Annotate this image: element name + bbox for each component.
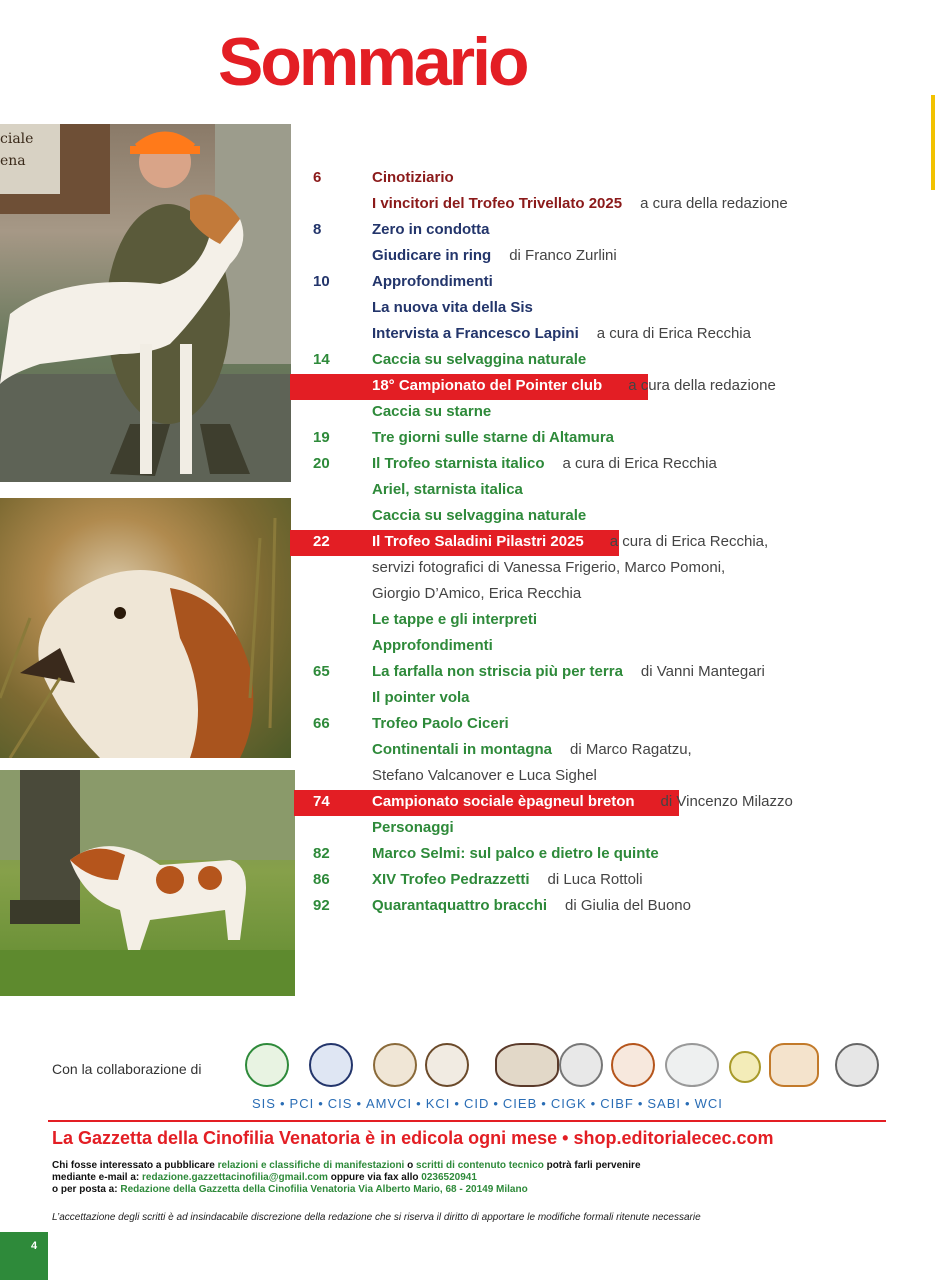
collab-label: Con la collaborazione di bbox=[52, 1061, 202, 1077]
toc-title[interactable]: Caccia su selvaggina naturale bbox=[372, 351, 587, 368]
sign-line-2: ena bbox=[0, 153, 26, 169]
toc-row bbox=[0, 374, 935, 400]
toc-title[interactable]: Cinotiziario bbox=[372, 169, 454, 186]
toc-row bbox=[0, 868, 935, 894]
toc-title[interactable]: Il Trofeo Saladini Pilastri 2025 a cura di Erica Recchia, bbox=[372, 533, 769, 550]
toc-title[interactable]: XIV Trofeo Pedrazzetti di Luca Rottoli bbox=[372, 871, 643, 888]
toc-row bbox=[0, 608, 935, 634]
toc-author-continued: servizi fotografici di Vanessa Frigerio, Marco Pomoni, bbox=[372, 559, 726, 576]
abbr-separator: • bbox=[493, 1096, 499, 1111]
toc-row bbox=[0, 634, 935, 660]
toc-author: a cura di Erica Recchia bbox=[562, 455, 717, 472]
abbr-sabi: SABI bbox=[647, 1096, 681, 1111]
toc-row bbox=[0, 244, 935, 270]
toc-title[interactable]: La farfalla non striscia più per terra di Vanni Mantegari bbox=[372, 663, 765, 680]
abbr-separator: • bbox=[541, 1096, 547, 1111]
toc-title[interactable]: Continentali in montagna di Marco Ragatzu, bbox=[372, 741, 692, 758]
toc-title[interactable]: Personaggi bbox=[372, 819, 454, 836]
toc-row bbox=[0, 764, 935, 790]
editorial-note: L’accettazione degli scritti è ad insindacabile discrezione della redazione che si riserva il diritto di apportare le modifiche formali ritenute necessarie bbox=[52, 1212, 701, 1223]
submission-info: Chi fosse interessato a pubblicare relazioni e classifiche di manifestazioni o scritti di contenuto tecnico potrà farli pervenire mediante e-mail a: redazione.gazzettacinofilia@gmail.com oppure via fax allo 0236520941 o per posta a: Redazione della Gazzetta della Cinofilia Venatoria Via Alberto Mario, 68 - 20149 Milano bbox=[52, 1160, 641, 1195]
toc-author: di Luca Rottoli bbox=[547, 871, 643, 888]
toc-row bbox=[0, 686, 935, 712]
toc-row bbox=[0, 192, 935, 218]
pci-logo-icon bbox=[309, 1043, 353, 1087]
toc-row bbox=[0, 556, 935, 582]
toc-page-number: 86 bbox=[313, 871, 330, 888]
toc-title[interactable]: Il Trofeo starnista italico a cura di Erica Recchia bbox=[372, 455, 717, 472]
partner-abbreviations bbox=[252, 1096, 892, 1111]
toc-author: di Giulia del Buono bbox=[565, 897, 691, 914]
toc-title[interactable]: Caccia su selvaggina naturale bbox=[372, 507, 587, 524]
toc-row bbox=[0, 504, 935, 530]
toc-row bbox=[0, 296, 935, 322]
toc-title[interactable]: Quarantaquattro bracchi di Giulia del Buono bbox=[372, 897, 691, 914]
cis-logo-icon bbox=[373, 1043, 417, 1087]
toc-author: a cura della redazione bbox=[628, 377, 776, 394]
toc-title[interactable]: I vincitori del Trofeo Trivellato 2025 a cura della redazione bbox=[372, 195, 788, 212]
toc-title[interactable]: Giudicare in ring di Franco Zurlini bbox=[372, 247, 617, 264]
abbr-separator: • bbox=[279, 1096, 286, 1111]
toc-page-number: 8 bbox=[313, 221, 322, 238]
abbr-kci: KCI bbox=[425, 1096, 451, 1111]
toc-author: a cura di Erica Recchia bbox=[596, 325, 751, 342]
sign-line-1: ciale bbox=[0, 131, 34, 147]
toc-page-number: 20 bbox=[313, 455, 330, 472]
toc-row bbox=[0, 478, 935, 504]
toc-row bbox=[0, 842, 935, 868]
kci-logo-icon bbox=[495, 1043, 559, 1087]
toc-page-number: 66 bbox=[313, 715, 330, 732]
toc-title[interactable]: Trofeo Paolo Ciceri bbox=[372, 715, 509, 732]
toc-row bbox=[0, 322, 935, 348]
toc-title[interactable]: Le tappe e gli interpreti bbox=[372, 611, 538, 628]
page-number-box bbox=[0, 1232, 48, 1280]
abbr-separator: • bbox=[356, 1096, 362, 1111]
toc-page-number: 6 bbox=[313, 169, 322, 186]
abbr-cieb: CIEB bbox=[502, 1096, 538, 1111]
abbr-separator: • bbox=[454, 1096, 460, 1111]
toc-title[interactable]: Approfondimenti bbox=[372, 637, 493, 654]
toc-page-number: 14 bbox=[313, 351, 330, 368]
abbr-separator: • bbox=[590, 1096, 597, 1111]
page-title: Sommario bbox=[218, 24, 527, 100]
toc-row bbox=[0, 270, 935, 296]
toc-author: di Vincenzo Milazzo bbox=[660, 793, 793, 810]
toc-title[interactable]: Caccia su starne bbox=[372, 403, 492, 420]
toc-author: a cura della redazione bbox=[640, 195, 788, 212]
sis-logo-icon bbox=[245, 1043, 289, 1087]
toc-row bbox=[0, 530, 935, 556]
toc-row bbox=[0, 166, 935, 192]
cieb-logo-icon bbox=[611, 1043, 655, 1087]
toc-author-continued: Stefano Valcanover e Luca Sighel bbox=[372, 767, 597, 784]
abbr-cis: CIS bbox=[327, 1096, 353, 1111]
abbr-wci: WCI bbox=[694, 1096, 723, 1111]
abbr-separator: • bbox=[637, 1096, 644, 1111]
toc-row bbox=[0, 712, 935, 738]
abbr-sis: SIS bbox=[252, 1096, 276, 1111]
toc-title[interactable]: La nuova vita della Sis bbox=[372, 299, 533, 316]
toc-title[interactable]: Il pointer vola bbox=[372, 689, 470, 706]
toc-title[interactable]: Intervista a Francesco Lapini a cura di Erica Recchia bbox=[372, 325, 751, 342]
toc-row bbox=[0, 218, 935, 244]
toc-author: di Vanni Mantegari bbox=[640, 663, 765, 680]
toc-row bbox=[0, 816, 935, 842]
toc-row bbox=[0, 452, 935, 478]
toc-title[interactable]: Approfondimenti bbox=[372, 273, 493, 290]
toc-row bbox=[0, 790, 935, 816]
toc-row bbox=[0, 738, 935, 764]
abbr-pci: PCI bbox=[289, 1096, 315, 1111]
partner-logos bbox=[245, 1043, 885, 1091]
abbr-cibf: CIBF bbox=[600, 1096, 634, 1111]
page-number: 4 bbox=[31, 1240, 38, 1252]
toc-row bbox=[0, 400, 935, 426]
toc-row bbox=[0, 426, 935, 452]
toc-title[interactable]: Tre giorni sulle starne di Altamura bbox=[372, 429, 615, 446]
toc-title[interactable]: Ariel, starnista italica bbox=[372, 481, 523, 498]
abbr-cigk: CIGK bbox=[550, 1096, 587, 1111]
toc-title[interactable]: 18° Campionato del Pointer club a cura della redazione bbox=[372, 377, 776, 394]
abbr-separator: • bbox=[685, 1096, 691, 1111]
toc-page-number: 92 bbox=[313, 897, 330, 914]
edicola-banner: La Gazzetta della Cinofilia Venatoria è in edicola ogni mese • shop.editorialecec.com bbox=[52, 1128, 774, 1148]
toc-row bbox=[0, 894, 935, 920]
abbr-cid: CID bbox=[463, 1096, 490, 1111]
abbr-separator: • bbox=[416, 1096, 422, 1111]
toc-author-continued: Giorgio D’Amico, Erica Recchia bbox=[372, 585, 582, 602]
wci-logo-icon bbox=[835, 1043, 879, 1087]
toc-title[interactable]: Marco Selmi: sul palco e dietro le quinte bbox=[372, 845, 659, 862]
toc-page-number: 10 bbox=[313, 273, 330, 290]
toc-author: di Marco Ragatzu, bbox=[570, 741, 692, 758]
toc-author: di Franco Zurlini bbox=[509, 247, 617, 264]
abbr-amvci: AMVCI bbox=[366, 1096, 413, 1111]
cibf-logo-icon bbox=[729, 1051, 761, 1083]
amvci-logo-icon bbox=[425, 1043, 469, 1087]
toc-row bbox=[0, 582, 935, 608]
toc-author: a cura di Erica Recchia, bbox=[609, 533, 769, 550]
toc-page-number: 74 bbox=[313, 793, 330, 810]
toc-row bbox=[0, 348, 935, 374]
abbr-separator: • bbox=[318, 1096, 324, 1111]
toc-page-number: 82 bbox=[313, 845, 330, 862]
cigk-logo-icon bbox=[665, 1043, 719, 1087]
toc-title[interactable]: Campionato sociale èpagneul breton di Vincenzo Milazzo bbox=[372, 793, 793, 810]
toc-page-number: 65 bbox=[313, 663, 330, 680]
email-link[interactable]: redazione.gazzettacinofilia@gmail.com bbox=[142, 1172, 328, 1183]
divider-rule bbox=[48, 1120, 886, 1122]
toc-page-number: 19 bbox=[313, 429, 330, 446]
toc-page-number: 22 bbox=[313, 533, 330, 550]
sabi-logo-icon bbox=[769, 1043, 819, 1087]
toc-title[interactable]: Zero in condotta bbox=[372, 221, 490, 238]
toc-row bbox=[0, 660, 935, 686]
cid-logo-icon bbox=[559, 1043, 603, 1087]
